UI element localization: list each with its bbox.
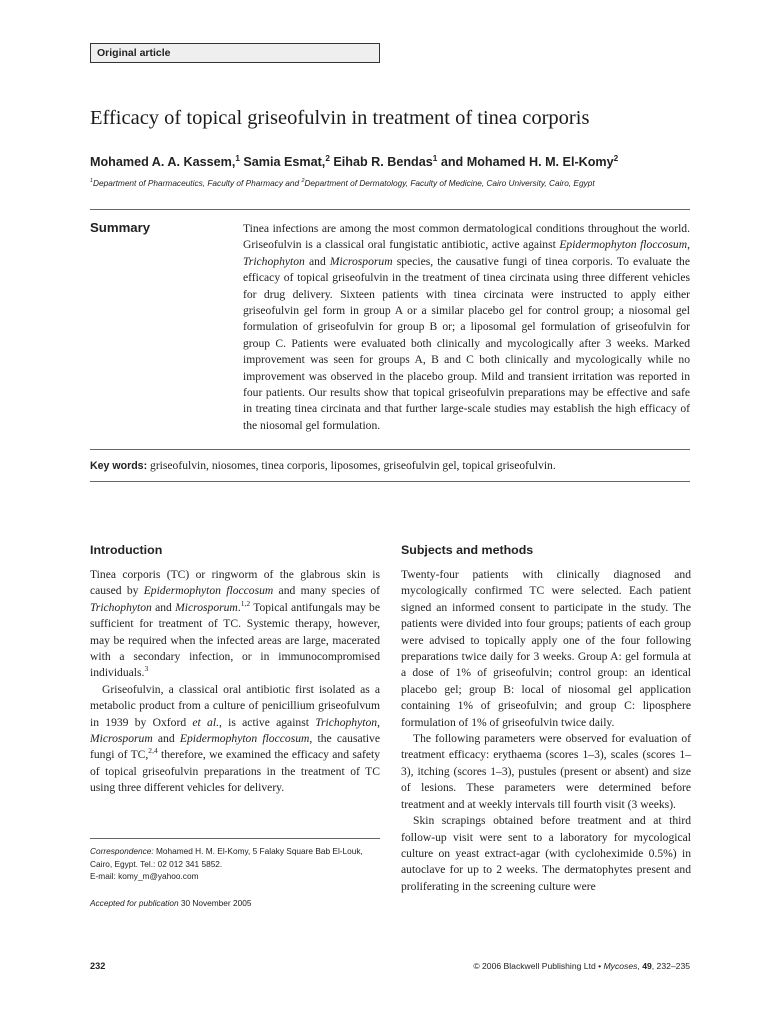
author-affiliation-mark: 2 — [613, 153, 619, 163]
introduction-text — [90, 567, 380, 797]
keywords-label: Key words: — [90, 460, 148, 472]
section-divider — [90, 481, 690, 482]
author-name: and Mohamed H. M. El-Komy — [440, 155, 614, 169]
methods-heading: Subjects and methods — [401, 543, 534, 557]
paragraph: Griseofulvin, a classical oral antibiotic first isolated as a metabolic product from a culture of penicillium griseofulvum in 1939 by Oxford et al., is active against Trichophyton, Microsporum and Epidermophyton floccosum, the causative fungi of TC,$^{2,4}$ therefore, we examined the efficacy and safety of topical griseofulvin preparations in the treatment of TC using three different vehicles for delivery. — [90, 682, 381, 795]
summary-heading: Summary — [90, 220, 151, 235]
abstract-text: Tinea infections are among the most common dermatological conditions throughout the world. Griseofulvin is a classical oral fungistatic antibiotic, active against Epidermophyton floccosum, Trichophyton and Microsporum species, the causative fungi of tinea corporis. To evaluate the efficacy of topical griseofulvin in the treatment of tinea circinata using three different vehicles for drug delivery. Sixteen patients with tinea circinata were instructed to apply either griseofulvin gel form in group A or a similar placebo gel for control group; a niosomal gel formulation of griseofulvin for group B or; a liposomal gel formulation of griseofulvin for group C. Patients were evaluated both clinically and mycologically after 3 weeks. Marked improvement was seen for groups A, B and C both clinically and mycologically while no improvement was observed in the placebo group. Mild and transient irritation was reported in four patients. Our results show that topical griseofulvin preparations may be effective and safe in treating tinea circinata and that further large-scale studies may establish the high efficacy of the niosomal gel formulation. — [243, 222, 690, 432]
email-address: E-mail: komy_m@yahoo.com — [90, 871, 199, 882]
author-list — [90, 153, 730, 171]
paragraph: The following parameters were observed for evaluation of treatment efficacy: erythaema (scores 1–3), scales (scores 1–3), itching (scores 1–3), pustules (present or absent) and size of lesions. These parameters were determined before treatment and at weekly intervals till fourth visit (3 weeks). — [401, 732, 691, 811]
paragraph: Twenty-four patients with clinically diagnosed and mycologically confirmed TC were selected. Each patient signed an informed consent to participate in the study. The patients were divided into four groups; patients of each group were advised to topically apply one of the four following preparations twice daily for 3 weeks. Group A: gel formula at a dose of 1% of griseofulvin; control group: an identical placebo gel; group B: local of niosomal gel application containing 1% of griseofulvin; and group C: liposphere formulation of 1% of griseofulvin twice daily. — [401, 568, 691, 729]
introduction-heading: Introduction — [90, 543, 163, 557]
author-affiliation-mark: 2 — [325, 153, 330, 163]
keywords-text: griseofulvin, niosomes, tinea corporis, liposomes, griseofulvin gel, topical griseofulvin. — [150, 459, 556, 472]
citation-mark: 1,2 — [240, 598, 251, 608]
correspondence-note: Correspondence: Mohamed H. M. El-Komy, 5 Falaky Square Bab El-Louk, Cairo, Egypt. Tel.: 02 012 341 5852. E-mail: komy_m@yahoo.com — [90, 846, 363, 882]
author-name: Mohamed A. A. Kassem, — [90, 155, 236, 169]
footnote-divider — [90, 838, 380, 839]
methods-text — [401, 567, 691, 895]
author-affiliation-mark: 1 — [432, 153, 438, 163]
author-affiliations: $^1$Department of Pharmaceutics, Faculty of Pharmacy and $^2$Department of Dermatology, Faculty of Medicine, Cairo University, Cairo, Egypt — [90, 178, 595, 188]
copyright-line: © 2006 Blackwell Publishing Ltd • Mycoses, 49, 232–235 — [473, 961, 690, 971]
article-title: Efficacy of topical griseofulvin in treatment of tinea corporis — [90, 107, 590, 129]
acceptance-note: Accepted for publication 30 November 2005 — [90, 898, 252, 908]
citation-mark: 3 — [144, 664, 149, 674]
paragraph: Tinea corporis (TC) or ringworm of the glabrous skin is caused by Epidermophyton floccosum and many species of Trichophyton and Microsporum.$^{1,2}$ Topical antifungals may be sufficient for treatment of TC. Systemic therapy, however, may be required when the infected areas are large, macerated with a secondary infection, or in immunocompromised individuals.$^3$ — [90, 568, 381, 680]
section-divider — [90, 209, 690, 210]
keywords — [90, 458, 710, 474]
page-number: 232 — [90, 961, 106, 971]
author-name: Samia Esmat, — [243, 155, 326, 169]
section-divider — [90, 449, 690, 450]
author-name: Eihab R. Bendas — [333, 155, 433, 169]
author-affiliation-mark: 1 — [235, 153, 240, 163]
paragraph: Skin scrapings obtained before treatment and at third follow-up visit were sent to a laboratory for mycological culture on yeast extract-agar (with cycloheximide 0.5%) in autoclave for up to 2 weeks. The dermatophytes present and proliferating in the screening culture were — [401, 814, 691, 893]
article-type-label: Original article — [90, 43, 380, 63]
citation-mark: 2,4 — [148, 746, 158, 756]
